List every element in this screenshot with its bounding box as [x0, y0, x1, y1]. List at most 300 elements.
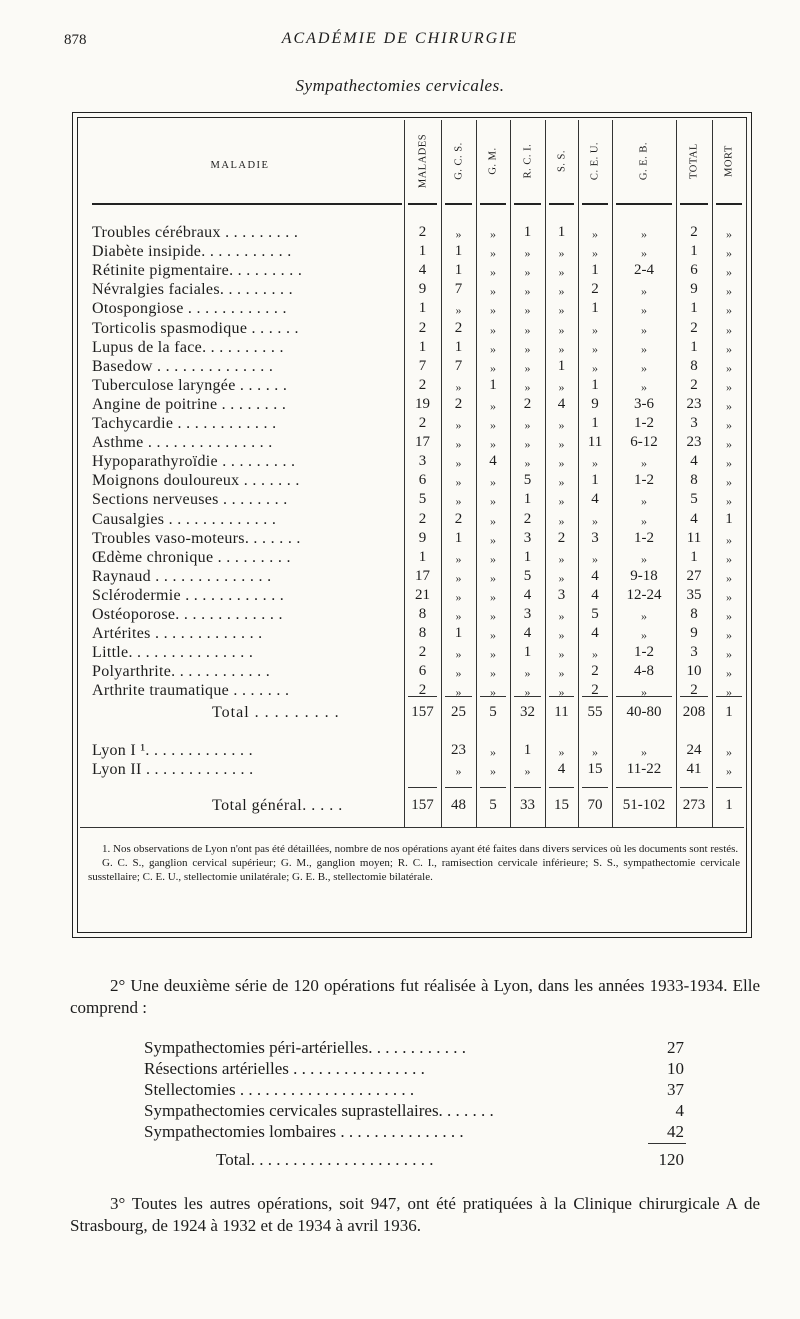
- cell-mort: »: [726, 341, 732, 356]
- list-item-value: 10: [667, 1059, 684, 1078]
- cell-gm: »: [490, 628, 496, 643]
- sum-rule: [445, 787, 472, 788]
- cell-ss: 4: [557, 395, 566, 412]
- header-rule: [480, 203, 506, 205]
- sum-rule: [445, 696, 472, 697]
- cell-ss: »: [558, 437, 565, 452]
- cell-gcs: »: [455, 609, 462, 623]
- cell-gm: 1: [489, 376, 497, 393]
- cell-gm: 4: [489, 453, 497, 470]
- cell-ss: »: [558, 666, 565, 681]
- list-item-value: 42: [667, 1122, 684, 1141]
- table-row-label: Tuberculose laryngée . . . . . .: [92, 376, 288, 394]
- header-gcs: [441, 120, 476, 202]
- cell-rci: 4: [523, 586, 532, 603]
- cell-gcs: »: [455, 764, 462, 778]
- cell-total: 23: [686, 434, 702, 451]
- cell-ceu: 1: [591, 376, 599, 393]
- cell-malades: 2: [418, 224, 427, 240]
- table-row-label: Raynaud . . . . . . . . . . . . . .: [92, 567, 272, 585]
- cell-geb: 12-24: [626, 586, 662, 603]
- list-total-value: 120: [658, 1150, 684, 1169]
- table-row-label: Sclérodermie . . . . . . . . . . . .: [92, 586, 285, 604]
- cell-ss: 1: [557, 224, 566, 240]
- cell-gm: »: [490, 532, 496, 547]
- cell-total: 11: [686, 529, 702, 546]
- cell-malades: 8: [418, 606, 427, 622]
- cell-ss: »: [558, 685, 565, 700]
- list-item-label: Sympathectomies péri-artérielles. . . . . . . . . . . .: [144, 1038, 466, 1057]
- cell-mort: 1: [725, 797, 733, 813]
- cell-ss: »: [558, 246, 565, 261]
- list-item-label: Stellectomies . . . . . . . . . . . . . . . . . . . . .: [144, 1080, 415, 1099]
- cell-total: 10: [686, 663, 702, 680]
- cell-rci: 1: [523, 548, 532, 565]
- table-row-label: Ostéoporose. . . . . . . . . . . . .: [92, 606, 283, 623]
- cell-ss: »: [558, 303, 565, 318]
- table-row-label: Troubles cérébraux . . . . . . . . .: [92, 224, 299, 241]
- list-item-value: 27: [667, 1038, 684, 1057]
- header-malades-label: MALADES: [417, 133, 428, 189]
- cell-ss: »: [558, 418, 565, 432]
- cell-malades: 1: [418, 548, 427, 565]
- cell-malades: 2: [418, 682, 427, 699]
- cell-geb: »: [641, 456, 647, 471]
- cell-gcs: 1: [454, 529, 463, 546]
- lyon-row-label: Lyon II . . . . . . . . . . . . .: [92, 761, 254, 778]
- cell-total: 9: [690, 625, 698, 642]
- cell-geb: 3-6: [634, 395, 654, 412]
- cell-ceu: 5: [591, 606, 599, 622]
- cell-geb: »: [641, 360, 647, 375]
- cell-rci: 3: [523, 606, 532, 622]
- table-row-label: Tachycardie . . . . . . . . . . . .: [92, 415, 277, 432]
- cell-gm: 5: [489, 704, 497, 720]
- table-row-label: Moignons douloureux . . . . . . .: [92, 472, 300, 490]
- cell-ss: »: [558, 609, 565, 623]
- cell-malades: 8: [418, 625, 427, 642]
- cell-ceu: 1: [591, 472, 599, 489]
- sum-rule: [514, 787, 541, 788]
- cell-malades: 17: [415, 434, 430, 451]
- header-malades: [404, 120, 441, 202]
- cell-ss: 2: [557, 529, 566, 546]
- cell-mort: »: [726, 284, 732, 299]
- cell-rci: »: [524, 284, 531, 299]
- cell-gm: »: [490, 284, 496, 299]
- cell-geb: 1-2: [634, 644, 654, 661]
- cell-gm: »: [490, 551, 496, 566]
- table-row-label: Polyarthrite. . . . . . . . . . . .: [92, 663, 271, 681]
- table-row-label: Asthme . . . . . . . . . . . . . . .: [92, 434, 273, 452]
- cell-total: 8: [690, 606, 698, 622]
- cell-ceu: »: [592, 322, 598, 337]
- cell-total: 4: [690, 510, 698, 527]
- cell-ss: 1: [557, 357, 566, 374]
- cell-gcs: 1: [454, 625, 463, 642]
- sum-rule: [616, 696, 672, 697]
- header-rule: [514, 203, 541, 205]
- list-item-value: 4: [675, 1101, 684, 1120]
- list-item: [144, 1059, 684, 1079]
- table-row-label: Névralgies faciales. . . . . . . . .: [92, 281, 293, 299]
- header-ceu: [578, 120, 612, 202]
- cell-gcs: »: [455, 570, 462, 585]
- cell-ceu: 4: [591, 567, 599, 584]
- cell-rci: »: [524, 379, 531, 394]
- cell-mort: »: [726, 322, 732, 337]
- cell-ceu: 4: [591, 586, 599, 603]
- cell-gm: »: [490, 360, 496, 375]
- cell-geb: »: [641, 322, 647, 337]
- cell-ceu: 1: [591, 262, 599, 279]
- cell-gcs: »: [455, 475, 462, 490]
- cell-malades: 3: [418, 453, 427, 470]
- cell-ss: »: [558, 322, 565, 337]
- header-rule: [616, 203, 672, 205]
- header-mort: [712, 120, 746, 202]
- cell-total: 5: [690, 491, 698, 508]
- table-row-label: Lupus de la face. . . . . . . . . .: [92, 338, 284, 356]
- sum-rule: [549, 787, 574, 788]
- list-item-value: 37: [667, 1080, 684, 1099]
- running-head: ACADÉMIE DE CHIRURGIE: [281, 30, 519, 47]
- table-row-label: Rétinite pigmentaire. . . . . . . . .: [92, 262, 303, 280]
- cell-rci: »: [524, 265, 531, 280]
- cell-total: 3: [690, 644, 698, 661]
- cell-mort: »: [726, 570, 732, 585]
- list-item: [144, 1122, 684, 1142]
- cell-malades: 2: [418, 319, 427, 336]
- cell-malades: 6: [418, 663, 427, 680]
- cell-ceu: »: [592, 647, 598, 662]
- sum-rule: [408, 787, 437, 788]
- table-row-label: Diabète insipide. . . . . . . . . . .: [92, 243, 292, 261]
- sum-rule: [480, 696, 506, 697]
- cell-rci: 1: [523, 491, 532, 508]
- cell-gm: »: [490, 341, 496, 356]
- cell-rci: »: [524, 456, 531, 471]
- cell-mort: »: [726, 475, 732, 490]
- list-item-label: Sympathectomies lombaires . . . . . . . . . . . . . . .: [144, 1122, 464, 1141]
- cell-geb: 1-2: [634, 472, 654, 489]
- cell-gcs: 23: [451, 742, 466, 758]
- cell-mort: »: [726, 303, 732, 318]
- cell-gm: »: [490, 246, 496, 261]
- cell-mort: »: [726, 628, 732, 643]
- cell-ss: »: [558, 284, 565, 299]
- cell-gcs: »: [455, 647, 462, 662]
- cell-geb: »: [641, 745, 647, 759]
- cell-gm: »: [490, 322, 496, 337]
- cell-total: 27: [686, 567, 702, 584]
- cell-mort: »: [726, 456, 732, 471]
- cell-gcs: »: [455, 666, 462, 681]
- cell-gcs: »: [455, 379, 462, 394]
- sum-rule: [480, 787, 506, 788]
- table-row-label: Otospongiose . . . . . . . . . . . .: [92, 300, 287, 318]
- cell-ss: »: [558, 379, 565, 394]
- cell-malades: 2: [418, 415, 427, 431]
- cell-gm: »: [490, 265, 496, 280]
- table-footnotes: [88, 842, 740, 884]
- cell-ceu: 2: [591, 281, 599, 298]
- list-item: [144, 1038, 684, 1058]
- cell-malades: 17: [415, 567, 430, 584]
- cell-rci: »: [524, 303, 531, 318]
- cell-geb: »: [641, 379, 647, 394]
- cell-gcs: 1: [454, 338, 463, 355]
- cell-mort: »: [726, 360, 732, 375]
- cell-geb: 40-80: [626, 704, 662, 720]
- total-row-label: Total . . . . . . . . .: [212, 704, 340, 721]
- cell-gcs: 7: [454, 281, 463, 298]
- cell-gcs: 2: [454, 395, 463, 412]
- cell-malades: 1: [418, 243, 427, 260]
- cell-ss: »: [558, 475, 565, 490]
- cell-total: 2: [690, 224, 698, 240]
- cell-gm: »: [490, 764, 496, 778]
- table-row-label: Sections nerveuses . . . . . . . .: [92, 491, 288, 509]
- cell-gcs: 7: [454, 357, 463, 374]
- cell-mort: »: [726, 437, 732, 452]
- cell-total: 1: [690, 338, 698, 355]
- cell-ss: »: [558, 494, 565, 509]
- table-row-label: Torticolis spasmodique . . . . . .: [92, 319, 299, 337]
- cell-gm: »: [490, 589, 496, 604]
- cell-rci: »: [524, 341, 531, 356]
- cell-total: 23: [686, 395, 702, 412]
- cell-total: 2: [690, 682, 698, 699]
- cell-malades: 9: [418, 529, 427, 546]
- cell-rci: »: [524, 246, 531, 261]
- footnote-rule: [80, 827, 744, 828]
- cell-total: 1: [690, 300, 698, 317]
- sum-rule: [680, 696, 708, 697]
- cell-geb: »: [641, 609, 647, 623]
- cell-geb: »: [641, 628, 647, 643]
- cell-geb: 1-2: [634, 415, 654, 431]
- cell-total: 3: [690, 415, 698, 431]
- paragraph-second-series: 2° Une deuxième série de 120 opérations fut réalisée à Lyon, dans les années 1933-1934. Elle comprend :: [70, 976, 760, 1017]
- cell-gm: »: [490, 398, 496, 413]
- header-rule: [408, 203, 437, 205]
- cell-rci: 1: [523, 224, 532, 240]
- table-row-label: Causalgies . . . . . . . . . . . . .: [92, 510, 277, 528]
- sum-rule: [716, 696, 742, 697]
- cell-malades: 2: [418, 644, 427, 661]
- cell-ceu: »: [592, 360, 598, 375]
- table-row-label: Little. . . . . . . . . . . . . . .: [92, 644, 254, 662]
- cell-gcs: 25: [451, 704, 466, 720]
- cell-malades: 2: [418, 376, 427, 393]
- cell-malades: 1: [418, 300, 427, 317]
- cell-ss: 11: [554, 704, 569, 720]
- cell-ss: »: [558, 551, 565, 566]
- cell-rci: 5: [523, 567, 532, 584]
- cell-gcs: 2: [454, 510, 463, 527]
- sum-rule: [680, 787, 708, 788]
- cell-gm: »: [490, 745, 496, 759]
- cell-total: 208: [682, 704, 706, 720]
- cell-ceu: »: [592, 341, 598, 356]
- cell-ss: »: [558, 456, 565, 471]
- sum-rule: [549, 696, 574, 697]
- cell-ceu: 70: [587, 797, 603, 813]
- cell-rci: »: [524, 322, 531, 337]
- cell-gm: »: [490, 609, 496, 623]
- cell-rci: 3: [523, 529, 532, 546]
- header-geb-label: G. E. B.: [638, 141, 650, 181]
- header-total: [676, 120, 712, 202]
- cell-geb: »: [641, 227, 647, 241]
- cell-mort: 1: [725, 510, 733, 527]
- cell-gm: 5: [489, 797, 497, 813]
- cell-gm: »: [490, 685, 496, 700]
- cell-total: 1: [690, 548, 698, 565]
- cell-gm: »: [490, 647, 496, 662]
- cell-rci: 1: [523, 742, 532, 758]
- cell-ceu: 1: [591, 415, 599, 431]
- cell-ss: »: [558, 570, 565, 585]
- header-mort-label: MORT: [723, 145, 735, 177]
- cell-gcs: »: [455, 685, 462, 700]
- list-item-label: Sympathectomies cervicales suprastellaires. . . . . . .: [144, 1101, 494, 1120]
- cell-gcs: 48: [451, 797, 466, 813]
- header-ss: [545, 120, 578, 202]
- cell-mort: »: [726, 609, 732, 623]
- cell-geb: 1-2: [634, 529, 654, 546]
- cell-mort: »: [726, 647, 732, 662]
- cell-gm: »: [490, 227, 496, 241]
- cell-gm: »: [490, 570, 496, 585]
- cell-rci: 33: [520, 797, 535, 813]
- header-rule: [549, 203, 574, 205]
- cell-ceu: 11: [587, 434, 603, 451]
- cell-total: 9: [690, 281, 698, 298]
- cell-geb: 51-102: [622, 797, 666, 813]
- cell-ss: 4: [557, 761, 566, 777]
- cell-gcs: »: [455, 456, 462, 471]
- cell-ceu: »: [592, 456, 598, 471]
- sum-rule: [514, 696, 541, 697]
- cell-mort: »: [726, 745, 732, 759]
- cell-total: 41: [686, 761, 702, 777]
- table-row-label: Hypoparathyroïdie . . . . . . . . .: [92, 453, 296, 471]
- cell-ss: »: [558, 513, 565, 528]
- cell-geb: 2-4: [634, 262, 654, 279]
- cell-malades: 21: [415, 586, 430, 603]
- cell-mort: »: [726, 589, 732, 604]
- cell-gcs: 2: [454, 319, 463, 336]
- cell-ss: »: [558, 745, 565, 759]
- header-gcs-label: G. C. S.: [453, 142, 464, 180]
- cell-mort: »: [726, 494, 732, 509]
- list-item-label: Résections artérielles . . . . . . . . . . . . . . . .: [144, 1059, 425, 1078]
- header-rule: [680, 203, 708, 205]
- cell-malades: 157: [411, 797, 434, 813]
- table-row-label: Basedow . . . . . . . . . . . . . .: [92, 357, 274, 375]
- lyon-row-label: Lyon I ¹. . . . . . . . . . . . .: [92, 742, 253, 759]
- cell-mort: »: [726, 246, 732, 261]
- cell-mort: »: [726, 265, 732, 280]
- cell-total: 2: [690, 319, 698, 336]
- cell-gcs: 1: [454, 243, 463, 260]
- cell-malades: 6: [418, 472, 427, 489]
- cell-gm: »: [490, 475, 496, 490]
- cell-ceu: 4: [591, 491, 599, 508]
- header-gm: [476, 120, 510, 202]
- page-number: 878: [64, 32, 87, 48]
- cell-ceu: »: [592, 227, 598, 241]
- sum-rule: [616, 787, 672, 788]
- cell-ceu: »: [592, 246, 598, 261]
- cell-total: 1: [690, 243, 698, 260]
- cell-mort: »: [726, 398, 732, 413]
- cell-ss: 15: [554, 797, 569, 813]
- cell-total: 2: [690, 376, 698, 393]
- cell-ss: »: [558, 265, 565, 280]
- cell-ss: »: [558, 647, 565, 662]
- cell-malades: 9: [418, 281, 427, 298]
- cell-geb: 4-8: [634, 663, 654, 680]
- list-sum-rule: [648, 1143, 686, 1144]
- header-rule: [92, 203, 402, 205]
- cell-geb: »: [641, 685, 647, 700]
- cell-total: 8: [690, 357, 698, 374]
- cell-gcs: »: [455, 227, 462, 241]
- table-row-label: Troubles vaso-moteurs. . . . . . .: [92, 529, 301, 547]
- cell-mort: »: [726, 532, 732, 547]
- cell-mort: »: [726, 764, 732, 778]
- cell-rci: 4: [523, 625, 532, 642]
- cell-ceu: 4: [591, 625, 599, 642]
- cell-ceu: »: [592, 513, 598, 528]
- table-row-label: Arthrite traumatique . . . . . . .: [92, 682, 290, 700]
- cell-total: 273: [682, 797, 706, 813]
- cell-mort: »: [726, 418, 732, 432]
- cell-malades: 7: [418, 357, 427, 374]
- list-item: [144, 1101, 684, 1121]
- table-title: Sympathectomies cervicales.: [295, 76, 505, 95]
- cell-geb: 11-22: [626, 761, 662, 777]
- header-gm-label: G. M.: [487, 147, 499, 175]
- header-rule: [582, 203, 608, 205]
- sum-rule: [582, 787, 608, 788]
- cell-total: 6: [690, 262, 698, 279]
- cell-geb: »: [641, 284, 647, 299]
- cell-malades: 4: [418, 262, 427, 279]
- cell-rci: »: [524, 666, 531, 681]
- cell-rci: »: [524, 437, 531, 452]
- cell-total: 8: [690, 472, 698, 489]
- cell-geb: »: [641, 494, 647, 509]
- cell-gcs: »: [455, 418, 462, 432]
- sum-rule: [582, 696, 608, 697]
- sum-rule: [408, 696, 437, 697]
- cell-rci: 32: [520, 704, 535, 720]
- cell-total: 24: [686, 742, 702, 758]
- cell-ceu: 55: [587, 704, 603, 720]
- cell-mort: »: [726, 227, 732, 241]
- cell-ceu: 15: [587, 761, 603, 777]
- cell-ceu: 9: [591, 395, 599, 412]
- cell-malades: 19: [415, 395, 430, 412]
- paragraph-third-series: 3° Toutes les autres opérations, soit 947, ont été pratiquées à la Clinique chirurgicale A de Strasbourg, de 1924 à 1932 et de 1934 à avril 1936.: [70, 1194, 760, 1235]
- table-row-label: Œdème chronique . . . . . . . . .: [92, 548, 291, 566]
- cell-gcs: »: [455, 437, 462, 452]
- column-divider: [746, 120, 747, 828]
